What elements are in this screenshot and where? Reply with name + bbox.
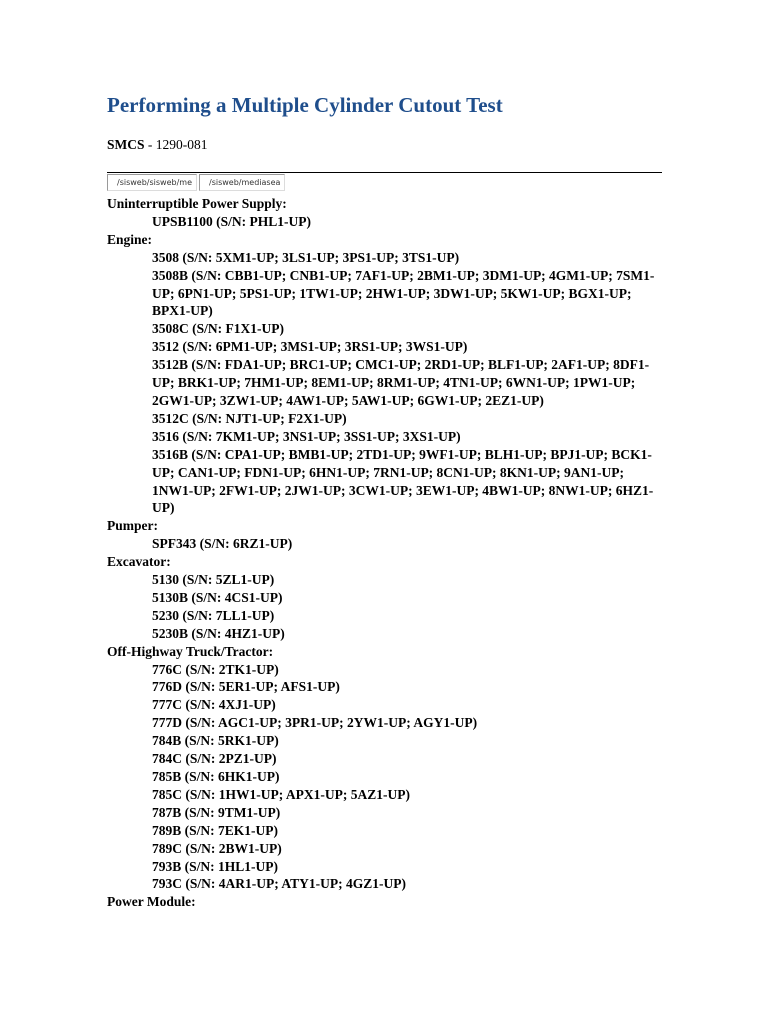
model-item: 787B (S/N: 9TM1-UP) — [152, 804, 281, 820]
model-item: 5130 (S/N: 5ZL1-UP) — [152, 572, 275, 588]
category-heading: Pumper: — [107, 518, 158, 534]
model-item: 5130B (S/N: 4CS1-UP) — [152, 589, 283, 605]
model-item: UPSB1100 (S/N: PHL1-UP) — [152, 213, 312, 229]
model-item: 3512C (S/N: NJT1-UP; F2X1-UP) — [152, 410, 347, 426]
model-item: 785B (S/N: 6HK1-UP) — [152, 769, 280, 784]
model-item: 3508 (S/N: 5XM1-UP; 3LS1-UP; 3PS1-UP; 3TS1-UP) — [152, 249, 460, 265]
model-item: 3508C (S/N: F1X1-UP) — [152, 321, 284, 337]
smcs-label: SMCS — [107, 137, 145, 152]
model-item: 789C (S/N: 2BW1-UP) — [152, 840, 282, 856]
model-item: 3512 (S/N: 6PM1-UP; 3MS1-UP; 3RS1-UP; 3WS1-UP) — [152, 339, 468, 355]
model-item: 789B (S/N: 7EK1-UP) — [152, 822, 278, 838]
header-divider — [107, 172, 662, 173]
model-item: 793C (S/N: 4AR1-UP; ATY1-UP; 4GZ1-UP) — [152, 876, 406, 892]
page-title: Performing a Multiple Cylinder Cutout Test — [107, 93, 503, 117]
model-item: 784C (S/N: 2PZ1-UP) — [152, 751, 277, 767]
model-item: 776C (S/N: 2TK1-UP) — [152, 661, 279, 677]
smcs-separator: - — [144, 137, 156, 152]
model-item: 3516 (S/N: 7KM1-UP; 3NS1-UP; 3SS1-UP; 3XS1-UP) — [152, 428, 461, 444]
smcs-code: 1290-081 — [155, 137, 208, 152]
category-heading: Engine: — [107, 231, 153, 247]
model-item: 3512B (S/N: FDA1-UP; BRC1-UP; CMC1-UP; 2RD1-UP; BLF1-UP; 2AF1-UP; 8DF1-UP; BRK1-UP; 7HM1-UP; 8EM1-UP; 8RM1-UP; 4TN1-UP; 6WN1-UP; 1PW1-UP; 2GW1-UP; 3ZW1-UP; 4AW1-UP; 5AW1-UP; 6GW1-UP; 2EZ1-UP) — [152, 357, 650, 408]
model-item: SPF343 (S/N: 6RZ1-UP) — [152, 536, 293, 552]
model-item: 3508B (S/N: CBB1-UP; CNB1-UP; 7AF1-UP; 2BM1-UP; 3DM1-UP; 4GM1-UP; 7SM1-UP; 6PN1-UP; 5PS1-UP; 1TW1-UP; 2HW1-UP; 3DW1-UP; 5KW1-UP; BGX1-UP; BPX1-UP) — [152, 267, 655, 319]
media-tab-2[interactable]: /sisweb/mediasea — [199, 174, 285, 191]
category-heading: Excavator: — [107, 554, 171, 570]
model-item: 5230B (S/N: 4HZ1-UP) — [152, 625, 285, 641]
model-item: 776D (S/N: 5ER1-UP; AFS1-UP) — [152, 679, 340, 695]
smcs-line — [107, 137, 208, 153]
model-item: 3516B (S/N: CPA1-UP; BMB1-UP; 2TD1-UP; 9WF1-UP; BLH1-UP; BPJ1-UP; BCK1-UP; CAN1-UP; FDN1-UP; 6HN1-UP; 7RN1-UP; 8CN1-UP; 8KN1-UP; 9AN1-UP; 1NW1-UP; 2FW1-UP; 2JW1-UP; 3CW1-UP; 3EW1-UP; 4BW1-UP; 8NW1-UP; 6HZ1-UP) — [152, 446, 654, 516]
applicability-list — [107, 195, 667, 911]
model-item: 777C (S/N: 4XJ1-UP) — [152, 697, 276, 713]
model-item: 785C (S/N: 1HW1-UP; APX1-UP; 5AZ1-UP) — [152, 786, 410, 802]
model-item: 784B (S/N: 5RK1-UP) — [152, 733, 279, 749]
category-heading: Power Module: — [107, 894, 196, 910]
category-heading: Off-Highway Truck/Tractor: — [107, 643, 274, 659]
model-item: 793B (S/N: 1HL1-UP) — [152, 858, 278, 874]
model-item: 5230 (S/N: 7LL1-UP) — [152, 607, 275, 623]
category-heading: Uninterruptible Power Supply: — [107, 196, 287, 211]
media-tab-1[interactable]: /sisweb/sisweb/me — [107, 174, 197, 191]
model-item: 777D (S/N: AGC1-UP; 3PR1-UP; 2YW1-UP; AGY1-UP) — [152, 715, 478, 731]
